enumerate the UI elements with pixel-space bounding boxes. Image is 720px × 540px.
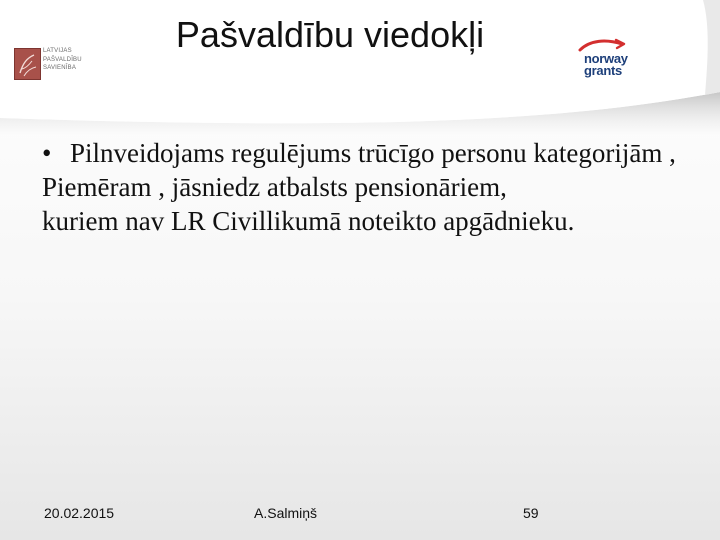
slide-title: Pašvaldību viedokļi bbox=[175, 14, 485, 55]
footer-author: A.Salmiņš bbox=[254, 505, 318, 521]
association-emblem-icon bbox=[14, 48, 41, 80]
footer-page-number: 59 bbox=[523, 505, 539, 521]
association-name bbox=[43, 47, 93, 73]
bullet-glyph: • bbox=[42, 138, 52, 168]
association-logo bbox=[14, 46, 90, 80]
norway-grants-logo bbox=[576, 38, 640, 80]
footer-date: 20.02.2015 bbox=[44, 505, 115, 521]
paragraph-line: Piemēram , jāsniedz atbalsts pensionāriem, bbox=[42, 172, 507, 202]
association-name-line: LATVIJAS bbox=[43, 48, 72, 54]
association-name-line: SAVIENĪBA bbox=[43, 65, 77, 72]
paragraph-line: kuriem nav LR Civillikumā noteikto apgādnieku. bbox=[42, 206, 575, 236]
slide-body bbox=[42, 136, 702, 238]
header-band bbox=[0, 0, 720, 135]
grants-logo-line2: grants bbox=[584, 63, 622, 78]
grants-logo-line1: norway bbox=[584, 51, 628, 66]
bullet-item bbox=[42, 136, 702, 170]
association-name-line: PAŠVALDĪBU bbox=[43, 56, 82, 63]
bullet-text: Pilnveidojams regulējums trūcīgo personu kategorijām , bbox=[70, 138, 676, 168]
